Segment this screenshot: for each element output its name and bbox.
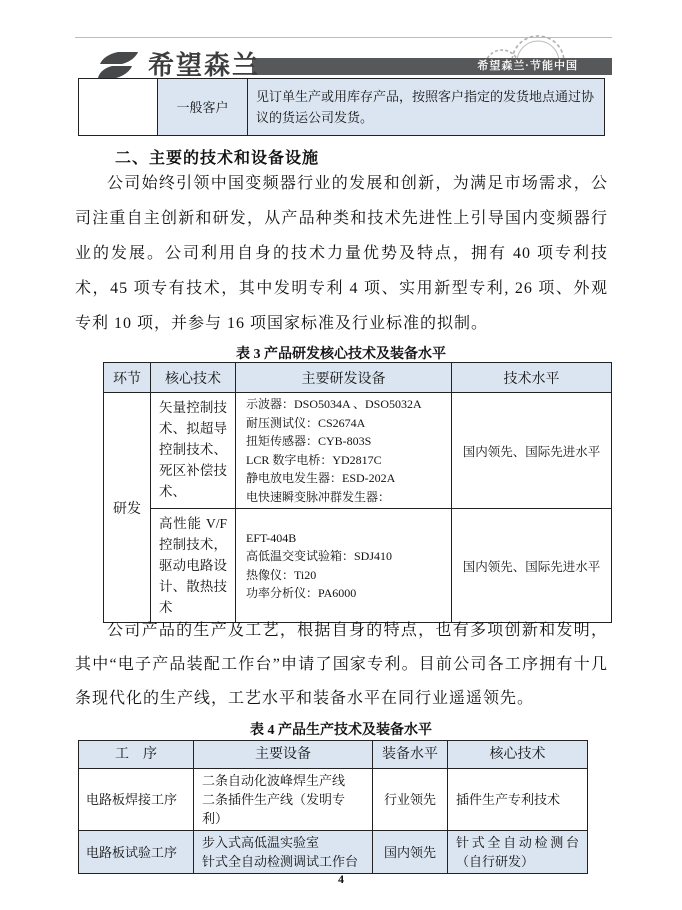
cell-core-tech: 高性能 V/F 控制技术，驱动电路设计、散热技术: [151, 509, 236, 623]
equipment-line: 二条插件生产线（发明专利）: [202, 792, 346, 826]
header-equipment: 主要研发设备: [236, 363, 452, 393]
cell-equipment: [194, 769, 373, 831]
equipment-line: 高低温交变试验箱：SDJ410: [246, 549, 393, 563]
equipment-line: 功率分析仪：PA6000: [246, 586, 357, 600]
cell-equipment: [194, 831, 373, 874]
company-logo: [98, 50, 260, 80]
cell-stage: 研发: [104, 393, 151, 623]
equipment-line: 针式全自动检测调试工作台: [202, 854, 359, 869]
cell-process: 电路板焊接工序: [79, 769, 194, 831]
table-row: [79, 831, 588, 874]
header-core-tech: 核心技术: [151, 363, 236, 393]
paragraph-innovation: 公司始终引领中国变频器行业的发展和创新，为满足市场需求，公司注重自主创新和研发，从产品种类和技术先进性上引导国内变频器行业的发展。公司利用自身的技术力量优势及特点，拥有 40 项专利技术，45 项专有技术，其中发明专利 4 项、实用新型专利, 26 项、外观专利 10 项，并参与 16 项国家标准及行业标准的拟制。: [75, 175, 608, 332]
table-row: [104, 393, 612, 509]
equipment-line: LCR 数字电桥：YD2817C: [246, 452, 382, 467]
table-header-row: [104, 363, 612, 393]
cell-customer-type: 一般客户: [158, 79, 248, 136]
page-number: 4: [338, 872, 344, 886]
delivery-table: [78, 78, 605, 136]
equipment-line: 电快速瞬变脉冲群发生器：: [246, 489, 391, 504]
equipment-line: 步入式高低温实验室: [202, 835, 320, 850]
table-row: [79, 79, 605, 136]
header-stage: 环节: [104, 363, 151, 393]
cell-equipment-level: 国内领先: [373, 831, 448, 874]
gear-icon: [483, 22, 569, 62]
logo-swoosh-icon: [98, 50, 140, 80]
table4-caption: 表 4 产品生产技术及装备水平: [250, 723, 432, 738]
banner-slogan: 希望森兰·节能中国: [477, 60, 578, 72]
header-tech-level: 技术水平: [452, 363, 612, 393]
equipment-line: 热像仪：Ti20: [246, 567, 317, 582]
equipment-line: EFT-404B: [246, 530, 297, 545]
logo-text: 希望森兰: [148, 50, 261, 80]
header-banner: [252, 58, 612, 75]
paragraph-production: 公司产品的生产及工艺，根据自身的特点，也有多项创新和发明，其中“电子产品装配工作台”申请了国家专利。目前公司各工序拥有十几条现代化的生产线，工艺水平和装备水平在同行业遥遥领先。: [75, 622, 608, 707]
header-equipment-level: 装备水平: [373, 741, 448, 769]
header-process: 工 序: [79, 741, 194, 769]
table-row: [104, 509, 612, 623]
cell-core-tech: 矢量控制技术、拟超导控制技术、死区补偿技术、: [151, 393, 236, 509]
cell-empty: [79, 79, 158, 136]
cell-process: 电路板试验工序: [79, 831, 194, 874]
production-tech-table: [78, 740, 588, 874]
cell-delivery-description: 见订单生产或用库存产品，按照客户指定的发货地点通过协议的货运公司发货。: [248, 79, 605, 136]
table-row: [79, 769, 588, 831]
cell-tech-level: 国内领先、国际先进水平: [452, 509, 612, 623]
cell-equipment: [236, 509, 452, 623]
cell-core-tech: 插件生产专利技术: [448, 769, 588, 831]
cell-tech-level: 国内领先、国际先进水平: [452, 393, 612, 509]
table-header-row: [79, 741, 588, 769]
equipment-line: 二条自动化波峰焊生产线: [202, 773, 346, 788]
table3-caption: 表 3 产品研发核心技术及装备水平: [236, 347, 446, 362]
section-heading: 二、主要的技术和设备设施: [115, 150, 320, 167]
equipment-line: 耐压测试仪：CS2674A: [246, 415, 366, 430]
equipment-line: 静电放电发生器：ESD-202A: [246, 471, 396, 485]
equipment-line: 示波器：DSO5034A 、DSO5032A: [246, 397, 422, 411]
rd-tech-table: [103, 362, 612, 623]
header-core-tech: 核心技术: [448, 741, 588, 769]
header-main-equipment: 主要设备: [194, 741, 373, 769]
cell-core-tech: 针式全自动检测台（自行研发）: [448, 831, 588, 874]
cell-equipment-level: 行业领先: [373, 769, 448, 831]
cell-equipment: [236, 393, 452, 509]
equipment-line: 扭矩传感器：CYB-803S: [246, 434, 372, 448]
